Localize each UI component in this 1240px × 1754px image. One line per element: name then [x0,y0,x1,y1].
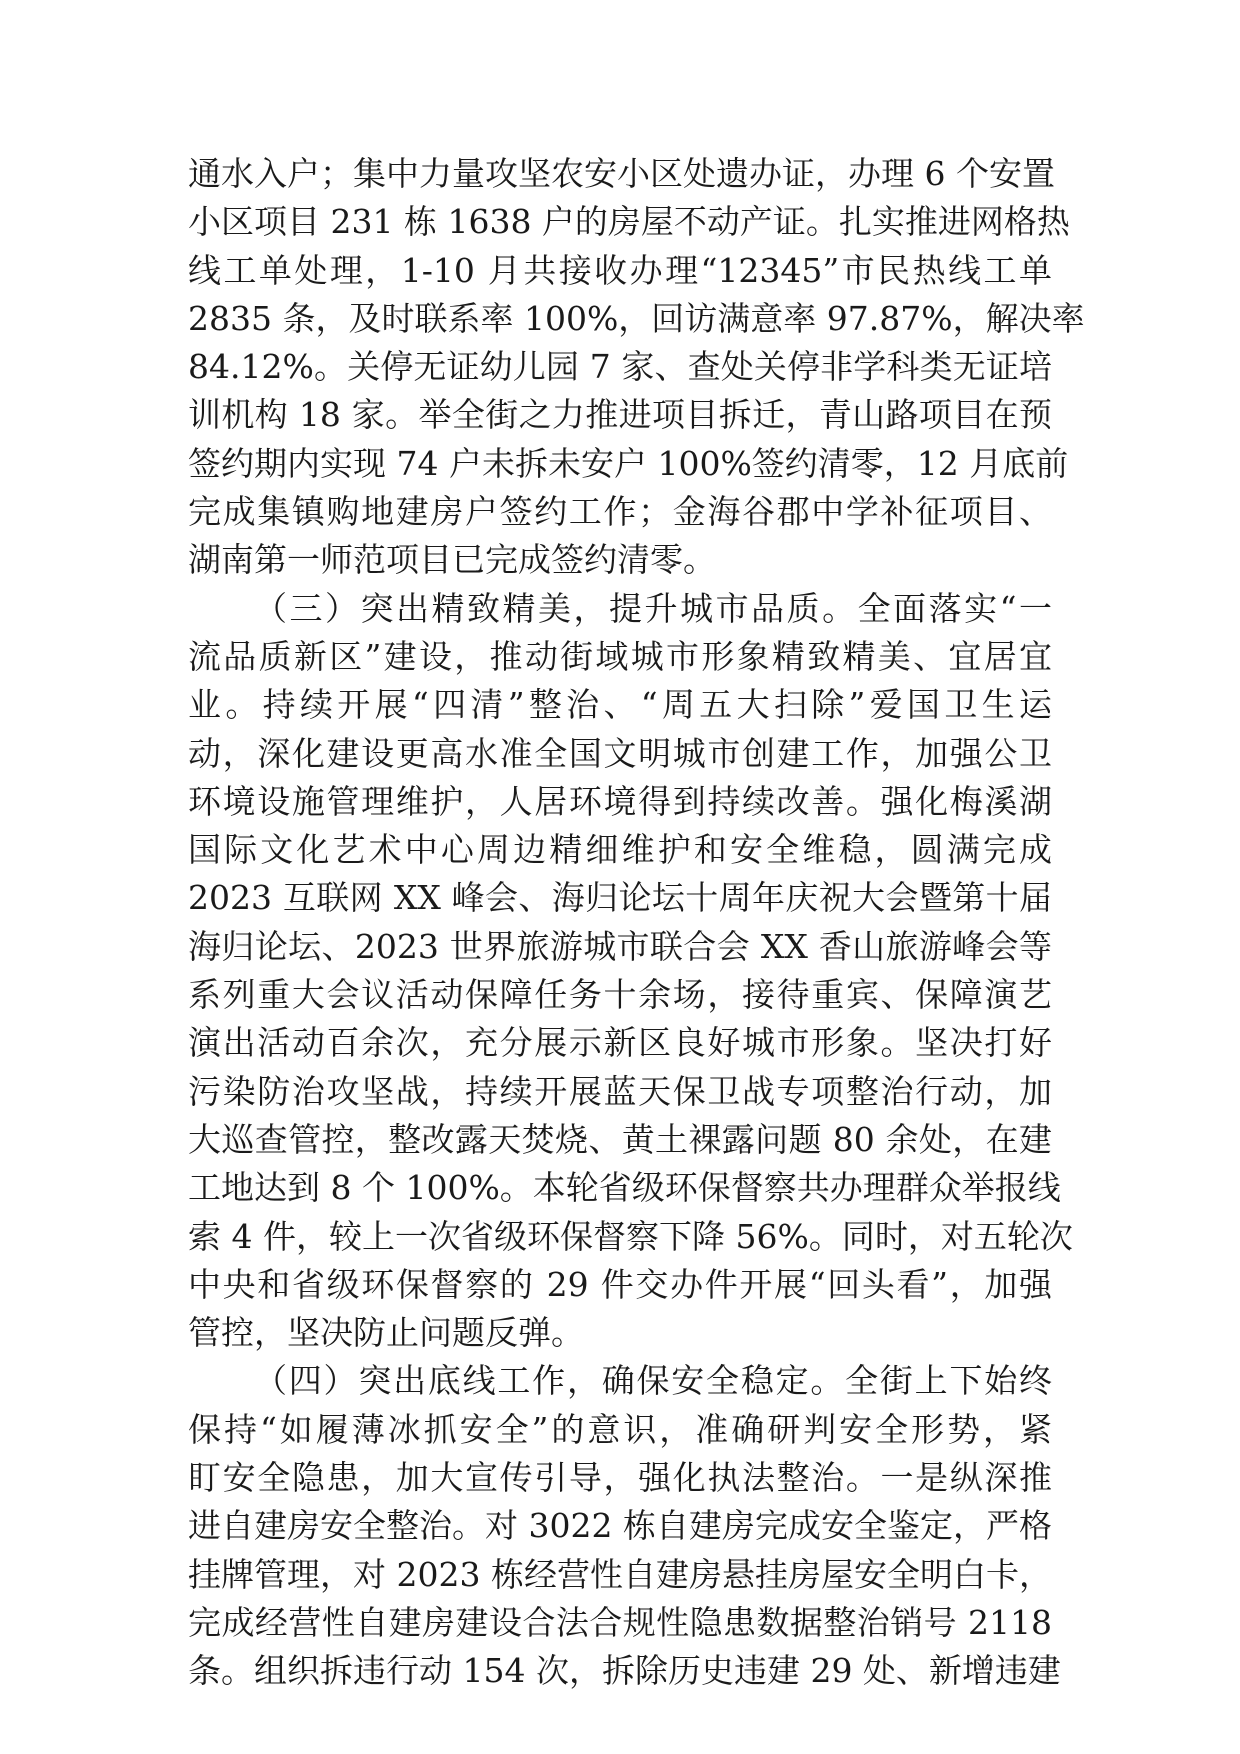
text-line: 2835 条，及时联系率 100%，回访满意率 97.87%，解决率 [188,298,1085,338]
text-line: 环境设施管理维护，人居环境得到持续改善。强化梅溪湖 [188,781,1052,821]
text-line: 挂牌管理，对 2023 栋经营性自建房悬挂房屋安全明白卡， [188,1554,1052,1594]
text-line: 线工单处理，1-10 月共接收办理“12345”市民热线工单 [188,250,1052,290]
text-line: 通水入户；集中力量攻坚农安小区处遗办证，办理 6 个安置 [188,154,1055,193]
text-line: 完成集镇购地建房户签约工作；金海谷郡中学补征项目、 [188,492,1052,532]
text-line: 大巡查管控，整改露天焚烧、黄土裸露问题 80 余处，在建 [188,1119,1052,1159]
text-line: 签约期内实现 74 户未拆未安户 100%签约清零，12 月底前 [188,443,1069,483]
text-line: 条。组织拆违行动 154 次，拆除历史违建 29 处、新增违建 [188,1651,1061,1691]
text-line: 污染防治攻坚战，持续开展蓝天保卫战专项整治行动，加 [188,1071,1052,1111]
paragraph-end-line: 湖南第一师范项目已完成签约清零。 [188,540,716,580]
document-body [188,150,1085,1696]
paragraph-end-line: 管控，坚决防止问题反弹。 [188,1313,584,1353]
text-line: 小区项目 231 栋 1638 户的房屋不动产证。扎实推进网格热 [188,202,1070,242]
text-line: 进自建房安全整治。对 3022 栋自建房完成安全鉴定，严格 [188,1506,1052,1546]
text-line: 训机构 18 家。举全街之力推进项目拆迁，青山路项目在预 [188,395,1052,435]
section-heading-line: （四）突出底线工作，确保安全稳定。全街上下始终 [254,1361,1052,1401]
text-line: 2023 互联网 XX 峰会、海归论坛十周年庆祝大会暨第十届 [188,878,1052,918]
text-line: 索 4 件，较上一次省级环保督察下降 56%。同时，对五轮次 [188,1216,1073,1256]
text-line: 工地达到 8 个 100%。本轮省级环保督察共办理群众举报线 [188,1168,1061,1208]
text-line: 盯安全隐患，加大宣传引导，强化执法整治。一是纵深推 [188,1458,1052,1498]
text-line: 系列重大会议活动保障任务十余场，接待重宾、保障演艺 [188,975,1052,1015]
text-line: 保持“如履薄冰抓安全”的意识，准确研判安全形势，紧 [188,1409,1052,1449]
text-line: 海归论坛、2023 世界旅游城市联合会 XX 香山旅游峰会等 [188,926,1052,966]
text-line: 84.12%。关停无证幼儿园 7 家、查处关停非学科类无证培 [188,347,1052,387]
text-line: 流品质新区”建设，推动街域城市形象精致精美、宜居宜 [188,636,1052,676]
text-line: 完成经营性自建房建设合法合规性隐患数据整治销号 2118 [188,1602,1052,1642]
text-line: 演出活动百余次，充分展示新区良好城市形象。坚决打好 [188,1023,1052,1063]
text-line: 中央和省级环保督察的 29 件交办件开展“回头看”，加强 [188,1264,1052,1304]
text-line: 业。持续开展“四清”整治、“周五大扫除”爱国卫生运 [188,685,1052,725]
section-heading-line: （三）突出精致精美，提升城市品质。全面落实“一 [254,588,1052,628]
text-line: 动，深化建设更高水准全国文明城市创建工作，加强公卫 [188,733,1052,773]
text-line: 国际文化艺术中心周边精细维护和安全维稳，圆满完成 [188,830,1052,870]
